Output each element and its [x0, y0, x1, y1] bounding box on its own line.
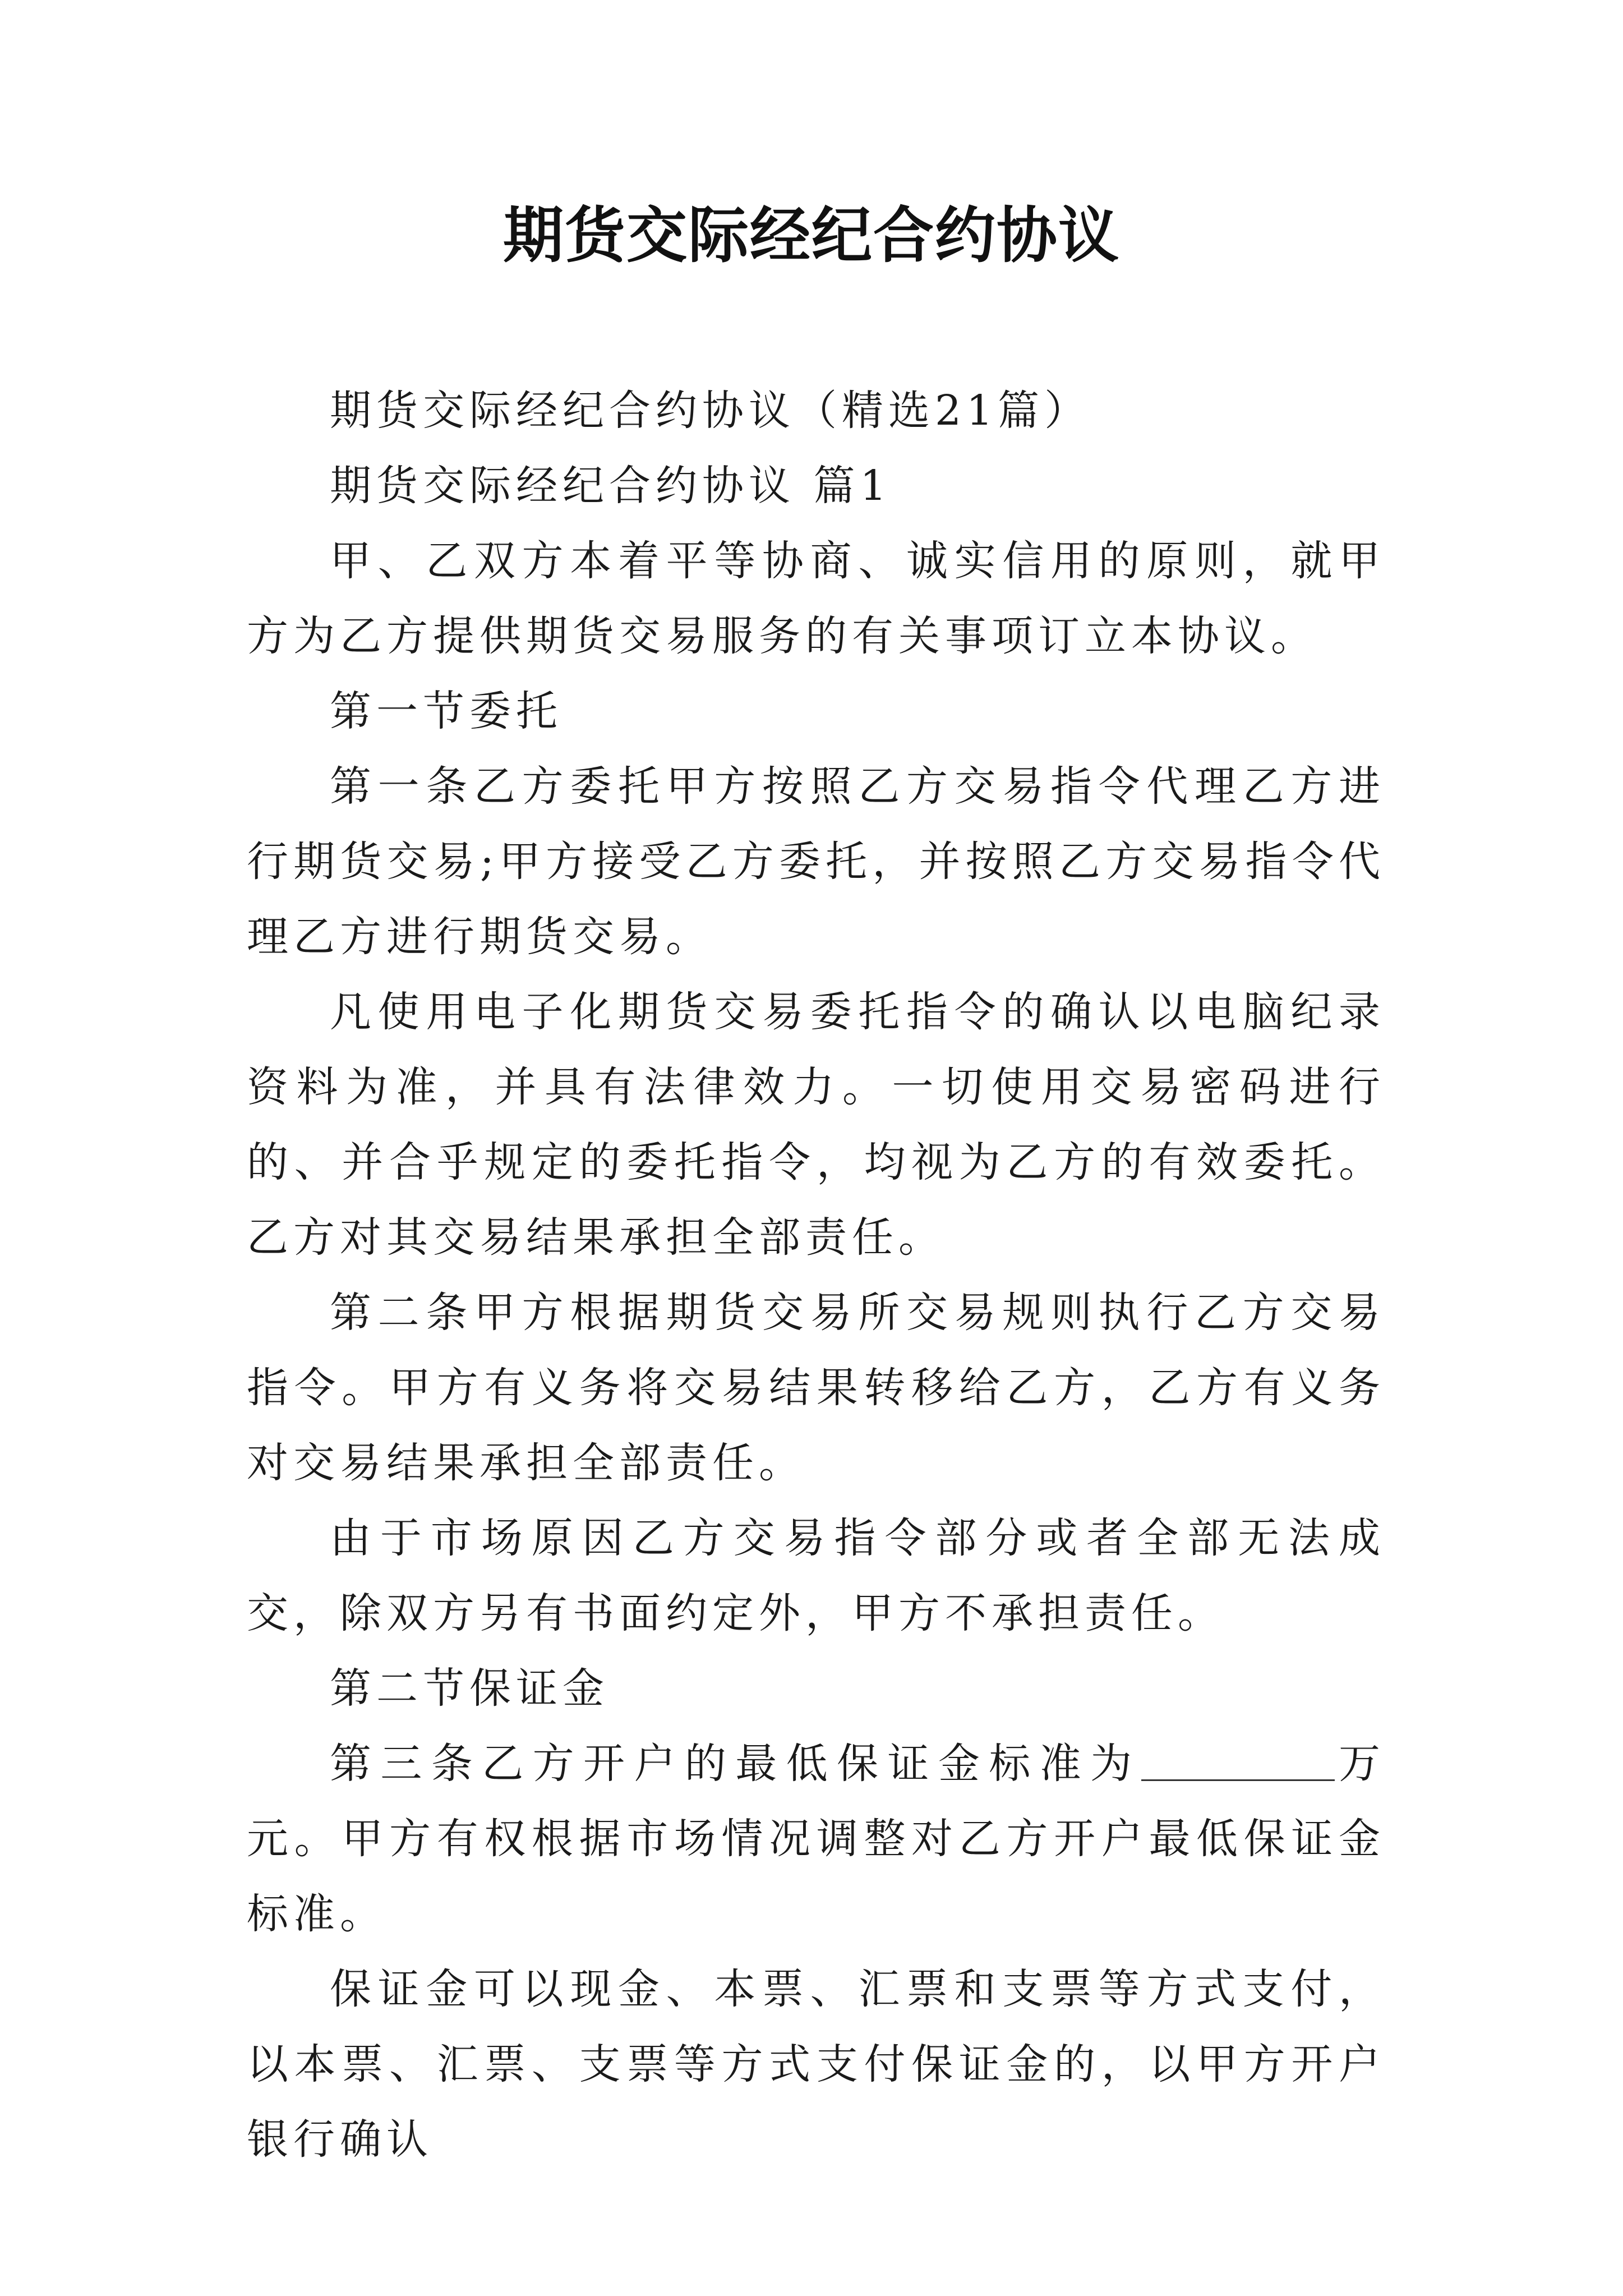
section-heading-margin: 第二节保证金	[330, 1664, 609, 1713]
payment-method-paragraph: 保证金可以现金、本票、汇票和支票等方式支付，以本票、汇票、支票等方式支付保证金的，以甲方开户银行确认	[247, 1965, 1385, 2164]
article-3-text-after: 万元。甲方有权根据市场情况调整对乙方开户最低保证金标准。	[247, 1740, 1386, 1938]
section-heading-part-1: 期货交际经纪合约协议 篇1	[330, 462, 892, 510]
document-title: 期货交际经纪合约协议	[502, 200, 1120, 271]
article-3-text-before: 第三条乙方开户的最低保证金标准为	[330, 1740, 1141, 1788]
article-2-paragraph: 第二条甲方根据期货交易所交易规则执行乙方交易指令。甲方有义务将交易结果转移给乙方，乙方有义务对交易结果承担全部责任。	[247, 1289, 1385, 1487]
subtitle-selection: 期货交际经纪合约协议（精选21篇）	[330, 386, 1091, 435]
article-1-paragraph: 第一条乙方委托甲方按照乙方交易指令代理乙方进行期货交易;甲方接受乙方委托，并按照乙方交易指令代理乙方进行期货交易。	[247, 762, 1385, 961]
amount-blank-field[interactable]	[1141, 1740, 1335, 1781]
document-body	[247, 373, 1385, 2177]
article-3-paragraph	[247, 1726, 1385, 1952]
market-reason-paragraph: 由于市场原因乙方交易指令部分或者全部无法成交，除双方另有书面约定外，甲方不承担责任。	[247, 1514, 1385, 1637]
section-heading-entrustment: 第一节委托	[330, 687, 562, 735]
electronic-order-paragraph: 凡使用电子化期货交易委托指令的确认以电脑纪录资料为准，并具有法律效力。一切使用交易密码进行的、并合乎规定的委托指令，均视为乙方的有效委托。乙方对其交易结果承担全部责任。	[247, 988, 1385, 1262]
preamble-paragraph: 甲、乙双方本着平等协商、诚实信用的原则，就甲方为乙方提供期货交易服务的有关事项订立本协议。	[247, 537, 1385, 660]
